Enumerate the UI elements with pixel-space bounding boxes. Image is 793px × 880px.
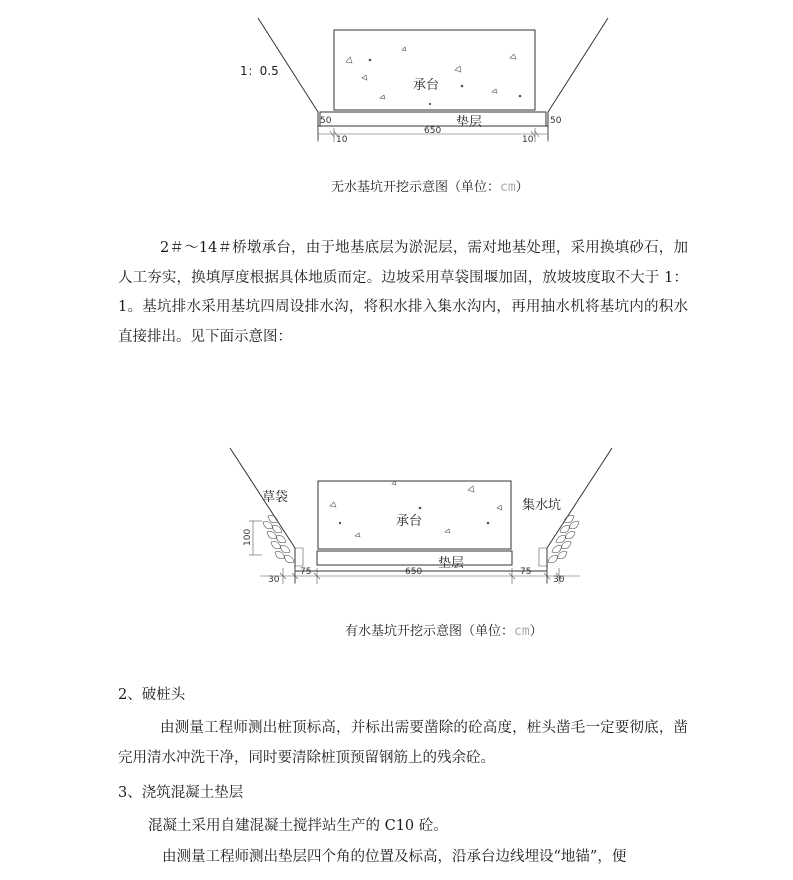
dim-75-right: 75 bbox=[520, 567, 532, 577]
dim-50-right: 50 bbox=[550, 116, 562, 126]
caption-unit: cm bbox=[500, 180, 516, 195]
paragraph-pier-cap: 2＃～14＃桥墩承台，由于地基底层为淤泥层，需对地基处理，采用换填砂石，加人工夯实，换填厚度根据具体地质而定。边坡采用草袋围堰加固，放坡坡度取不大于 1：1。基坑排水采用基坑四周设排水沟，将积水排入集水沟内，再用抽水机将基坑内的积水直接排出。见下面示意图： bbox=[118, 240, 688, 345]
dim-650: 650 bbox=[424, 126, 442, 136]
figure1-caption: 无水基坑开挖示意图（单位：cm） bbox=[331, 180, 529, 195]
slope-label: 1：0.5 bbox=[240, 64, 279, 78]
dim-650: 650 bbox=[405, 567, 423, 577]
section2-heading: 2、破桩头 bbox=[118, 687, 186, 703]
section3-heading: 3、浇筑混凝土垫层 bbox=[118, 785, 244, 801]
dim-50-left: 50 bbox=[320, 116, 332, 126]
figure2-caption: 有水基坑开挖示意图（单位：cm） bbox=[345, 624, 543, 639]
dim-30-left: 30 bbox=[268, 575, 280, 585]
dim-10-left: 10 bbox=[336, 135, 348, 145]
dim-10-right: 10 bbox=[522, 135, 534, 145]
cushion-label: 垫层 bbox=[438, 556, 465, 571]
dim-75-left: 75 bbox=[300, 567, 312, 577]
section3-body2: 由测量工程师测出垫层四个角的位置及标高，沿承台边线埋设“地锚”，便 bbox=[162, 849, 627, 865]
grass-bag-label: 草袋 bbox=[262, 490, 289, 505]
dim-30-right: 30 bbox=[553, 575, 565, 585]
section3-body1: 混凝土采用自建混凝土搅拌站生产的 C10 砼。 bbox=[148, 818, 448, 834]
cap-label: 承台 bbox=[413, 78, 440, 93]
section2-body: 由测量工程师测出桩顶标高，并标出需要凿除的砼高度，桩头凿毛一定要彻底，凿完用清水冲洗干净，同时要清除桩顶预留钢筋上的残余砼。 bbox=[118, 720, 688, 766]
caption-unit: cm bbox=[514, 624, 530, 639]
dim-100: 100 bbox=[243, 528, 253, 546]
cap-label: 承台 bbox=[396, 514, 423, 529]
sump-label: 集水坑 bbox=[522, 498, 562, 513]
cushion-label: 垫层 bbox=[456, 115, 483, 130]
figure-dry-pit bbox=[0, 0, 793, 160]
figure-wet-pit bbox=[0, 448, 793, 598]
